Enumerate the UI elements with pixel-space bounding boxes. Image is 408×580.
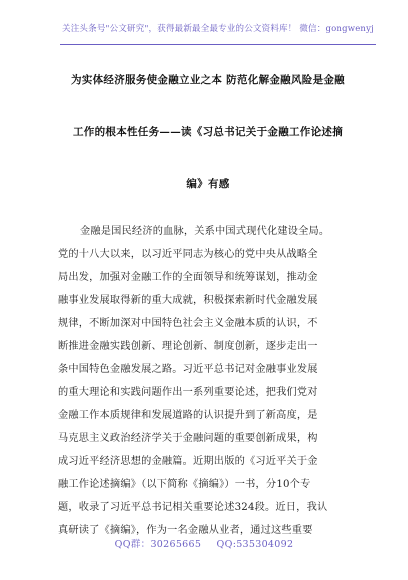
page-footer xyxy=(0,536,408,550)
body-line: 断推进金融实践创新、理论创新、制度创新，逐步走出一 xyxy=(58,341,318,352)
body-line: 金融是国民经济的血脉，关系中国式现代化建设全局。 xyxy=(80,226,330,237)
body-line: 党的十八大以来，以习近平同志为核心的党中央从战略全 xyxy=(58,249,318,260)
body-line: 成习近平经济思想的金融篇。近期出版的《习近平关于金 xyxy=(58,456,318,467)
footer-qq-group: QQ群：30265665 xyxy=(114,539,202,550)
document-title-line-3: 编》有感 xyxy=(186,178,230,190)
header-promo-text: 关注头条号"公文研究"，获得最新最全最专业的公文资料库！ 微信：gongwenyj xyxy=(62,24,374,34)
body-line: 的重大理论和实践问题作出一系列重要论述，把我们党对 xyxy=(58,387,318,398)
page-header xyxy=(60,22,376,45)
body-line: 真研读了《摘编》，作为一名金融从业者，通过这些重要 xyxy=(58,525,313,536)
body-line: 马克思主义政治经济学关于金融问题的重要创新成果，构 xyxy=(58,433,318,444)
body-line: 金融工作本质规律和发展道路的认识提升到了新高度，是 xyxy=(58,410,318,421)
body-line: 规律，不断加深对中国特色社会主义金融本质的认识，不 xyxy=(58,318,318,329)
body-line: 融事业发展取得新的重大成就，积极探索新时代金融发展 xyxy=(58,295,318,306)
footer-qq-number: QQ:535304092 xyxy=(216,539,294,550)
body-line: 融工作论述摘编》（以下简称《摘编》）一书，分10个专 xyxy=(58,479,311,490)
document-title-line-2: 工作的根本性任务——读《习总书记关于金融工作论述摘 xyxy=(73,126,343,138)
body-line: 局出发，加强对金融工作的全面领导和统筹谋划，推动金 xyxy=(58,272,318,283)
body-line: 条中国特色金融发展之路。习近平总书记对金融事业发展 xyxy=(58,364,318,375)
body-line: 题，收录了习近平总书记相关重要论述324段。近日，我认 xyxy=(58,502,328,513)
document-title-line-1: 为实体经济服务使金融立业之本 防范化解金融风险是金融 xyxy=(71,74,345,86)
